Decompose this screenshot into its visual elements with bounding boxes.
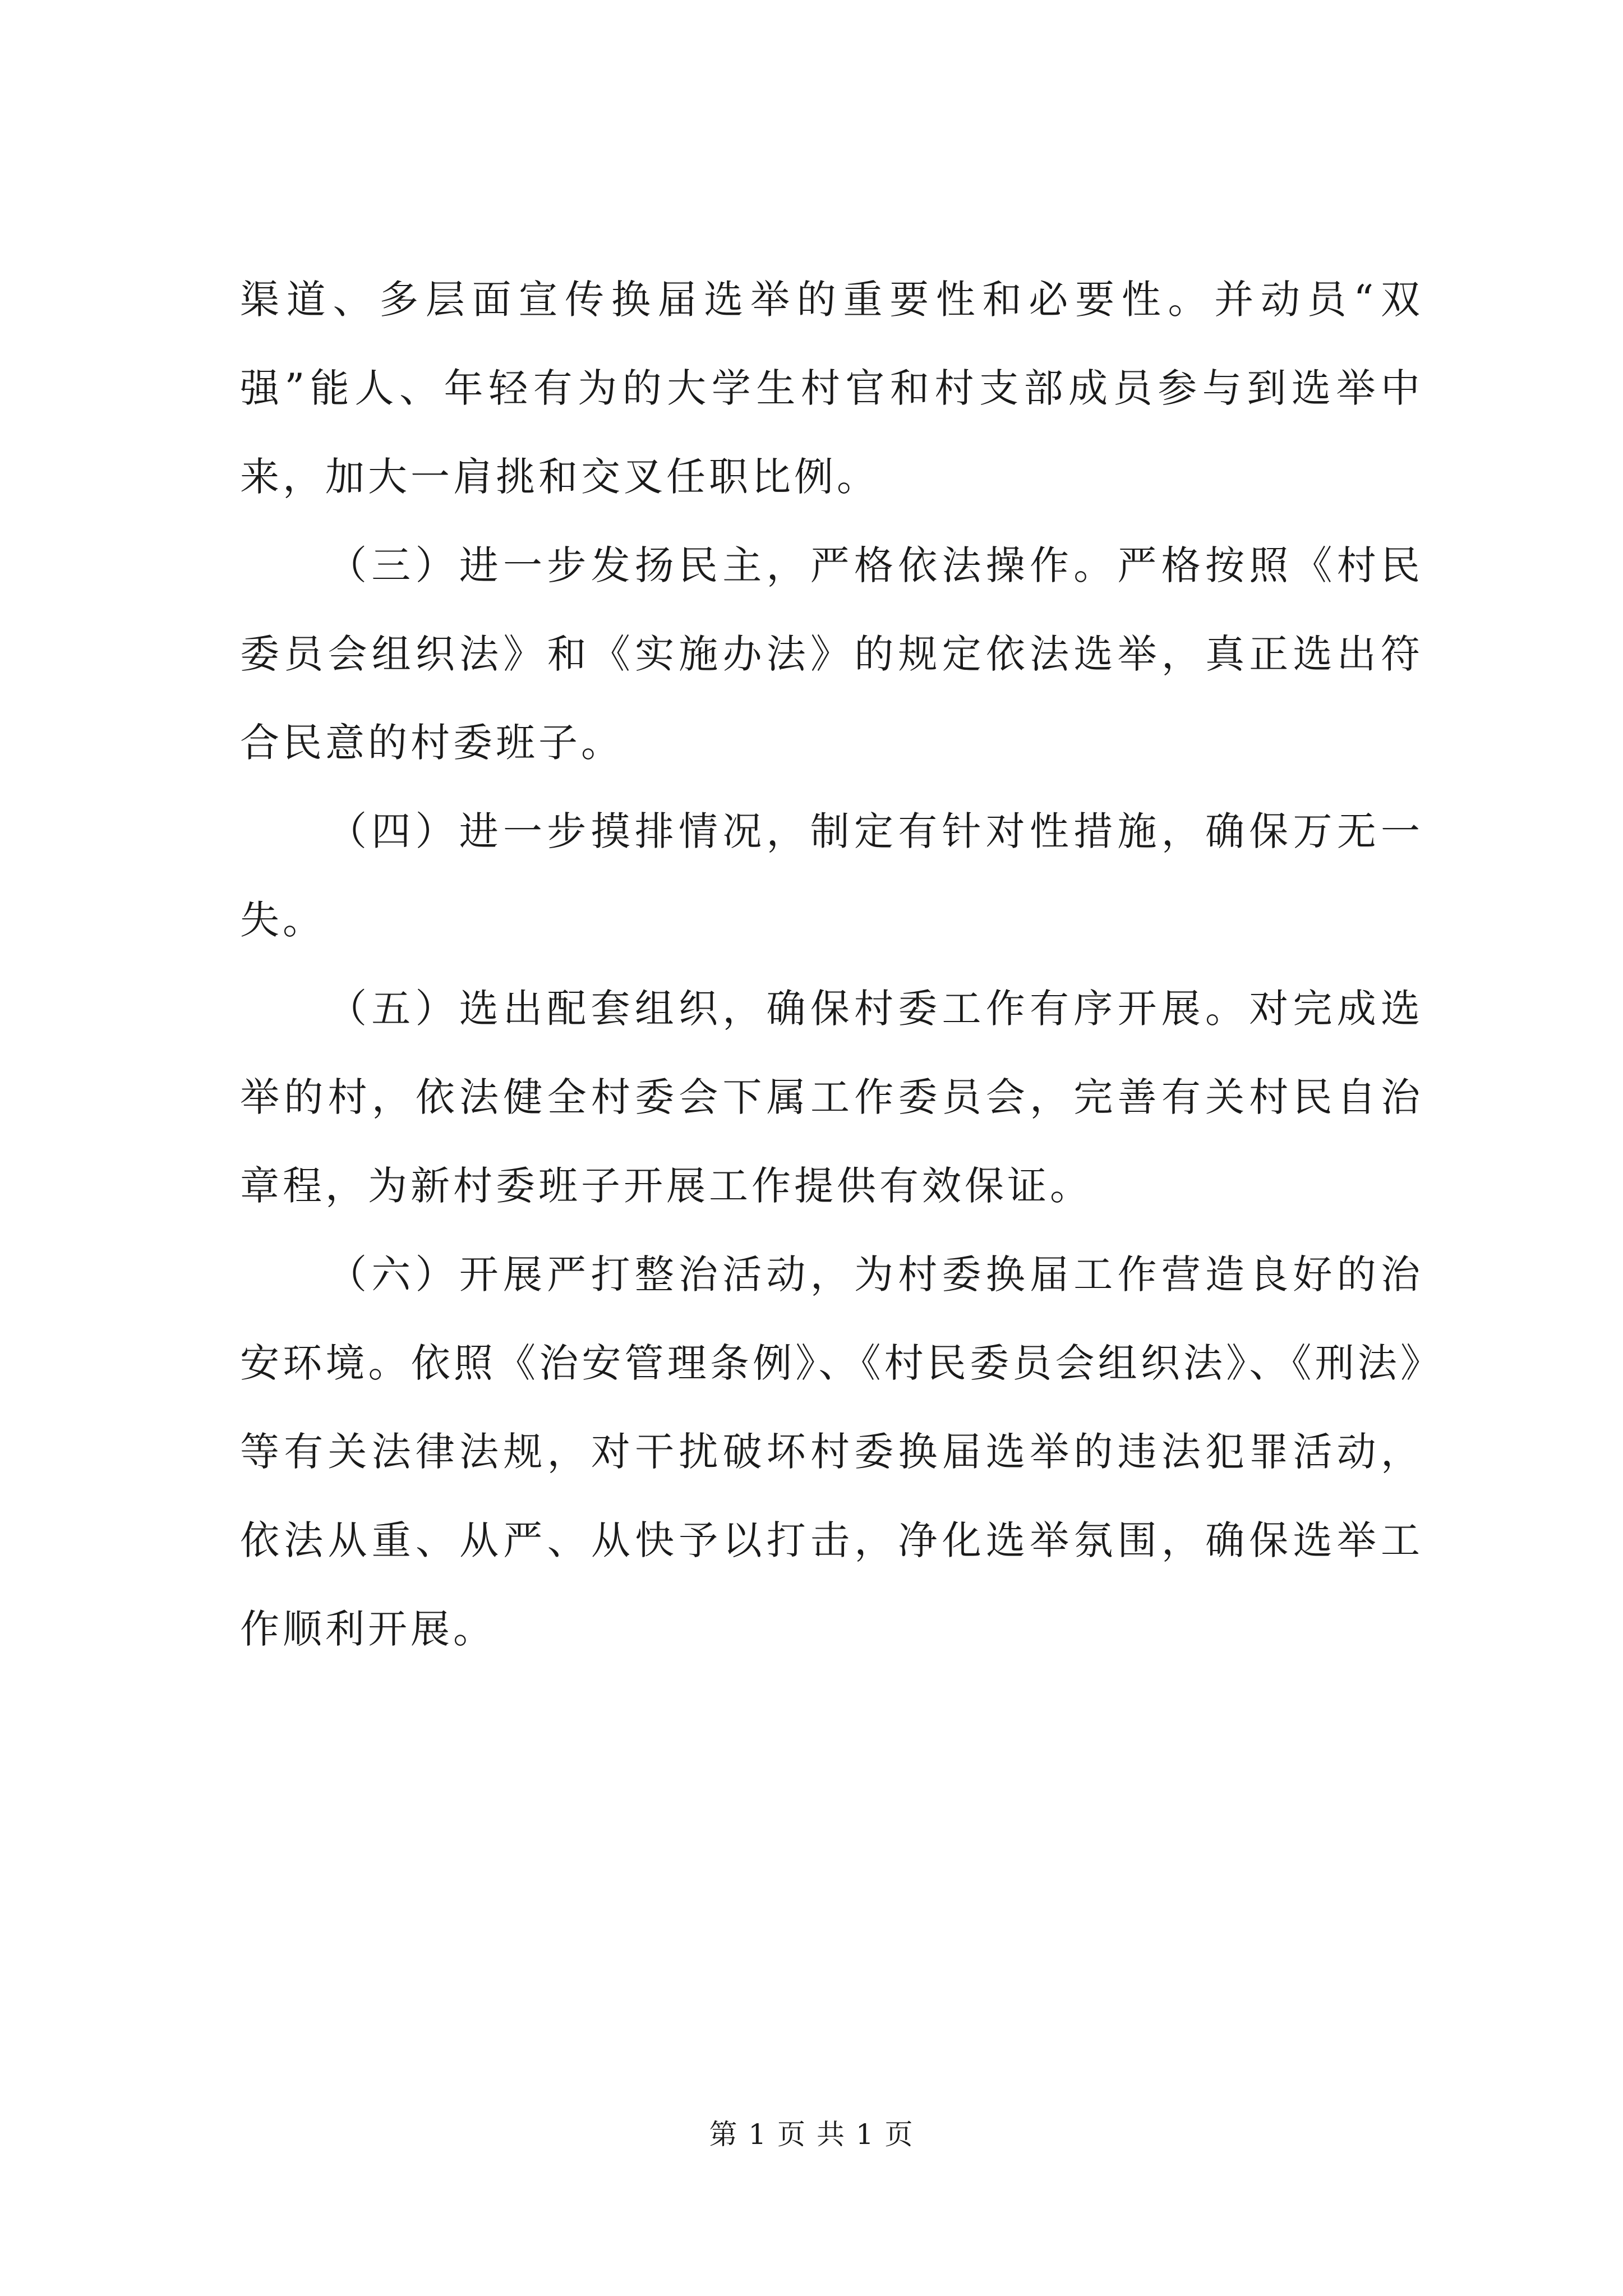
paragraph-continuation: 渠道、多层面宣传换届选举的重要性和必要性。并动员“双强”能人、年轻有为的大学生村官和村支部成员参与到选举中来，加大一肩挑和交叉任职比例。 xyxy=(240,277,1423,500)
paragraph-section-three: （三）进一步发扬民主，严格依法操作。严格按照《村民委员会组织法》和《实施办法》的规定依法选举，真正选出符合民意的村委班子。 xyxy=(240,542,1423,766)
page-footer: 第 1 页 共 1 页 xyxy=(709,2118,914,2151)
document-body xyxy=(240,255,1423,1673)
paragraph-section-four: （四）进一步摸排情况，制定有针对性措施，确保万无一失。 xyxy=(240,808,1423,943)
paragraph-section-six: （六）开展严打整治活动，为村委换届工作营造良好的治安环境。依照《治安管理条例》、《村民委员会组织法》、《刑法》等有关法律法规，对干扰破坏村委换届选举的违法犯罪活动，依法从重、从严、从快予以打击，净化选举氛围，确保选举工作顺利开展。 xyxy=(240,1251,1423,1652)
paragraph-section-five: （五）选出配套组织，确保村委工作有序开展。对完成选举的村，依法健全村委会下属工作委员会，完善有关村民自治章程，为新村委班子开展工作提供有效保证。 xyxy=(240,986,1423,1209)
